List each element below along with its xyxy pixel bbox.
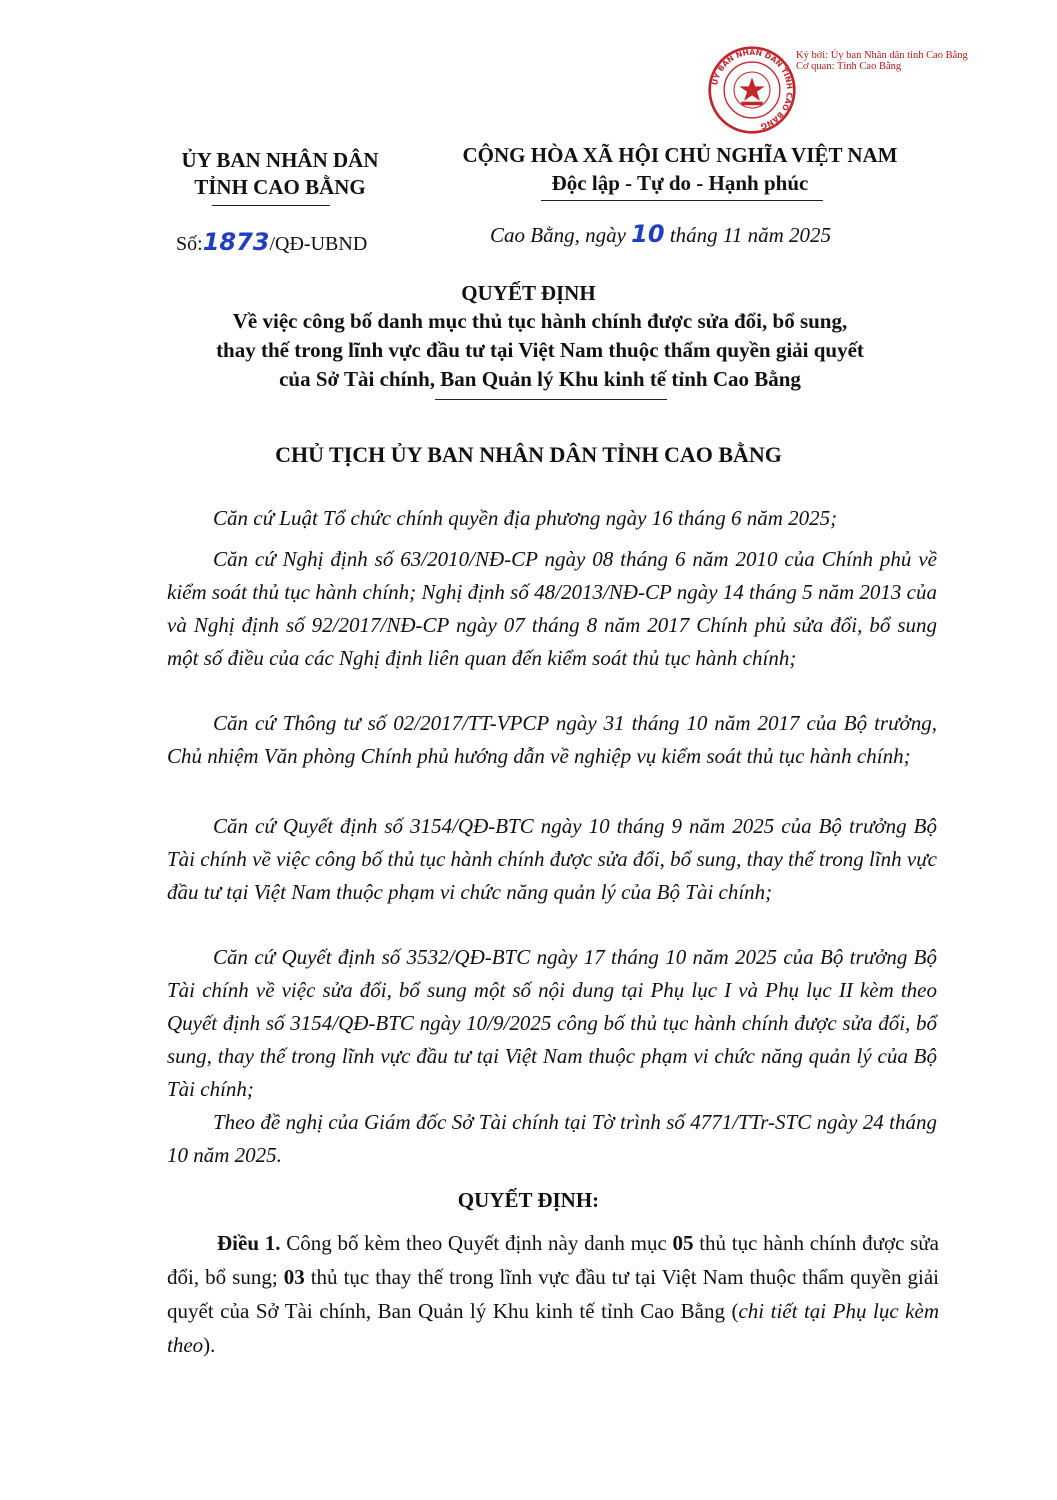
legal-basis-4: Căn cứ Quyết định số 3154/QĐ-BTC ngày 10 tháng 9 năm 2025 của Bộ trưởng Bộ Tài chính về việc công bố thủ tục hành chính được sửa đổi, bổ sung, thay thế trong lĩnh vực đầu tư tại Việt Nam thuộc phạm vi chức năng quản lý của Bộ Tài chính; [167,814,937,904]
decision-heading: QUYẾT ĐỊNH: [457,1188,600,1212]
official-seal-icon [707,45,797,135]
digital-signature-info [796,50,968,72]
authority-heading: CHỦ TỊCH ỦY BAN NHÂN DÂN TỈNH CAO BẰNG [275,442,782,467]
number-suffix: /QĐ-UBND [269,233,368,255]
svg-text:ỦY BAN NHÂN DÂN TỈNH CAO BẰNG: ỦY BAN NHÂN DÂN TỈNH CAO BẰNG [710,47,795,131]
document-number [176,228,367,256]
article-1-label: Điều 1. [217,1231,281,1255]
issuer-divider [212,205,330,206]
article-1-text-a: Công bố kèm theo Quyết định này danh mục [280,1231,673,1255]
date-suffix: tháng 11 năm 2025 [669,223,832,247]
subject-line-2: thay thế trong lĩnh vực đầu tư tại Việt Nam thuộc thẩm quyền giải quyết [216,338,864,362]
nation-name: CỘNG HÒA XÃ HỘI CHỦ NGHĨA VIỆT NAM [462,143,898,167]
article-1-count-modified: 05 [672,1231,694,1255]
legal-basis-1: Căn cứ Luật Tổ chức chính quyền địa phương ngày 16 tháng 6 năm 2025; [213,506,838,530]
number-prefix: Số: [176,233,203,255]
document-subject [150,307,930,394]
legal-basis-2: Căn cứ Nghị định số 63/2010/NĐ-CP ngày 08 tháng 6 năm 2010 của Chính phủ về kiểm soát thủ tục hành chính; Nghị định số 48/2013/NĐ-CP ngày 14 tháng 5 năm 2013 của và Nghị định số 92/2017/NĐ-CP ngày 07 tháng 8 năm 2017 Chính phủ sửa đổi, bổ sung một số điều của các Nghị định liên quan đến kiểm soát thủ tục hành chính; [167,547,937,670]
issuer-line-1: ỦY BAN NHÂN DÂN [181,148,379,172]
issuer-block [150,147,410,201]
document-title: QUYẾT ĐỊNH [461,281,596,305]
date-prefix: Cao Bằng, ngày [490,223,626,247]
legal-basis-5: Căn cứ Quyết định số 3532/QĐ-BTC ngày 17 tháng 10 năm 2025 của Bộ trưởng Bộ Tài chính về việc sửa đổi, bổ sung một số nội dung tại Phụ lục I và Phụ lục II kèm theo Quyết định số 3154/QĐ-BTC ngày 10/9/2025 công bố thủ tục hành chính được sửa đổi, bổ sung, thay thế trong lĩnh vực đầu tư tại Việt Nam thuộc phạm vi chức năng quản lý của Bộ Tài chính; [167,945,937,1101]
subject-line-1: Về việc công bố danh mục thủ tục hành chính được sửa đổi, bổ sung, [232,309,848,333]
article-1-text-c: thủ tục thay thế trong lĩnh vực đầu tư tại Việt Nam thuộc thẩm quyền giải quyết của Sở Tài chính, Ban Quản lý Khu kinh tế tỉnh Cao Bằng ( [167,1265,939,1323]
article-1-text-b: thủ tục hành chính được sửa đổi, bổ sung; [167,1231,939,1289]
legal-basis-3: Căn cứ Thông tư số 02/2017/TT-VPCP ngày 31 tháng 10 năm 2017 của Bộ trưởng, Chủ nhiệm Văn phòng Chính phủ hướng dẫn về nghiệp vụ kiểm soát thủ tục hành chính; [167,711,937,768]
motto-divider [541,200,823,201]
legal-basis-6: Theo đề nghị của Giám đốc Sở Tài chính tại Tờ trình số 4771/TTr-STC ngày 24 tháng 10 năm 2025. [167,1110,937,1167]
article-1-note: chi tiết tại Phụ lục kèm theo [167,1299,939,1357]
handwritten-day: 10 [631,220,665,248]
handwritten-number: 1873 [202,228,270,256]
national-motto-block [430,141,930,197]
article-1-text-d: ). [203,1333,216,1357]
article-1-count-replaced: 03 [283,1265,305,1289]
issue-date [490,220,831,248]
signed-by-text: Ký bởi: Ủy ban Nhân dân tỉnh Cao Bằng [796,50,968,61]
article-1 [167,1226,939,1362]
issuer-line-2: TỈNH CAO BẰNG [194,175,366,199]
motto: Độc lập - Tự do - Hạnh phúc [551,171,809,195]
agency-text: Cơ quan: Tỉnh Cao Bằng [796,61,902,72]
subject-line-3: của Sở Tài chính, Ban Quản lý Khu kinh tế tỉnh Cao Bằng [279,367,801,391]
subject-divider [435,399,667,400]
